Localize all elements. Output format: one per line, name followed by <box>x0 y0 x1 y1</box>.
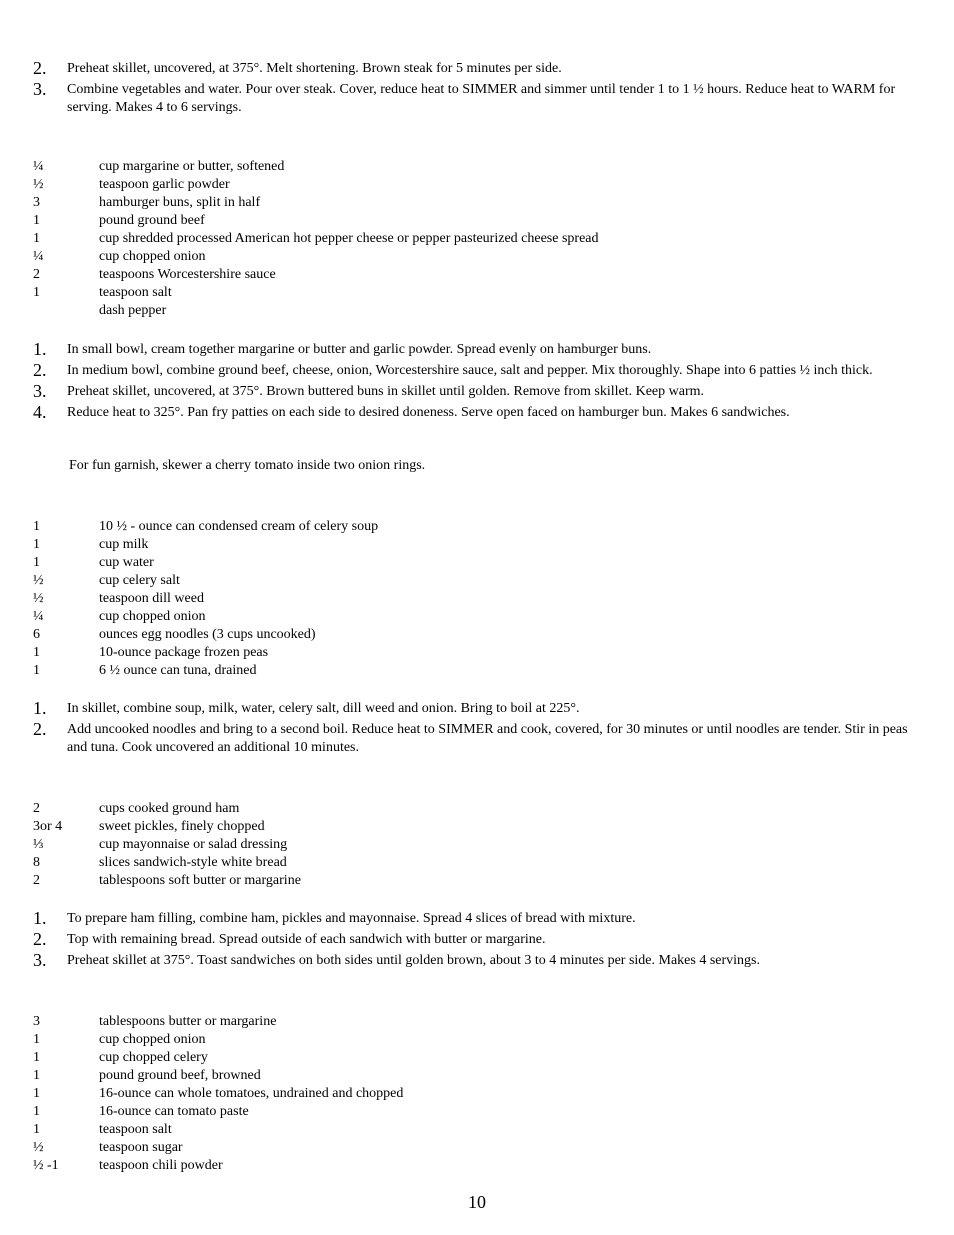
ingredient-row <box>33 266 923 284</box>
ingredient-row <box>33 1067 923 1085</box>
ingredient-row <box>33 518 923 536</box>
step-item <box>33 910 923 928</box>
ingredient-description: 10-ounce package frozen peas <box>99 645 269 660</box>
step-number: 2. <box>33 58 47 78</box>
ingredient-description: 10 ½ - ounce can condensed cream of celery soup <box>99 519 379 534</box>
ingredient-row <box>33 854 923 872</box>
recipe-1-note-block <box>33 457 923 475</box>
step-number: 3. <box>33 381 47 401</box>
steps-list <box>33 60 923 117</box>
ingredient-description: dash pepper <box>99 303 167 318</box>
ingredient-description: cup water <box>99 555 154 570</box>
recipe-1-steps <box>33 341 923 425</box>
ingredient-description: teaspoon chili powder <box>99 1158 223 1173</box>
ingredient-description: teaspoon salt <box>99 1122 172 1137</box>
ingredient-row <box>33 836 923 854</box>
ingredient-quantity: ¼ <box>33 609 44 624</box>
ingredient-quantity: 3 <box>33 195 40 210</box>
step-number: 1. <box>33 908 47 928</box>
ingredient-quantity: 1 <box>33 555 40 570</box>
ingredient-row <box>33 284 923 302</box>
ingredient-description: pound ground beef <box>99 213 205 228</box>
step-item <box>33 952 923 970</box>
step-text: Top with remaining bread. Spread outside of each sandwich with butter or margarine. <box>67 932 546 947</box>
step-number: 2. <box>33 360 47 380</box>
ingredient-quantity: 1 <box>33 519 40 534</box>
step-text: In skillet, combine soup, milk, water, celery salt, dill weed and onion. Bring to boil at 225°. <box>67 701 580 716</box>
step-text: Combine vegetables and water. Pour over steak. Cover, reduce heat to SIMMER and simmer until tender 1 to 1 ½ hours. Reduce heat to WARM for serving. Makes 4 to 6 servings. <box>67 82 896 115</box>
ingredient-row <box>33 608 923 626</box>
ingredient-quantity: 3 <box>33 1014 40 1029</box>
step-number: 2. <box>33 929 47 949</box>
ingredient-quantity: 3or 4 <box>33 819 63 834</box>
recipe-3-steps <box>33 910 923 973</box>
step-item <box>33 341 923 359</box>
ingredient-row <box>33 1085 923 1103</box>
ingredient-quantity: 1 <box>33 1050 40 1065</box>
step-item <box>33 721 923 757</box>
ingredient-row <box>33 1031 923 1049</box>
step-number: 2. <box>33 719 47 739</box>
ingredient-quantity: 1 <box>33 1032 40 1047</box>
ingredient-quantity <box>33 302 99 320</box>
step-text: Reduce heat to 325°. Pan fry patties on each side to desired doneness. Serve open faced on hamburger bun. Makes 6 sandwiches. <box>67 405 790 420</box>
ingredient-quantity: 1 <box>33 285 40 300</box>
ingredient-quantity: ½ <box>33 177 44 192</box>
ingredient-description: tablespoons butter or margarine <box>99 1014 277 1029</box>
step-number: 4. <box>33 402 47 422</box>
ingredient-quantity: 1 <box>33 231 40 246</box>
ingredient-description: cup chopped celery <box>99 1050 208 1065</box>
ingredient-row <box>33 626 923 644</box>
ingredient-quantity: ⅓ <box>33 837 44 852</box>
ingredient-description: cups cooked ground ham <box>99 801 240 816</box>
ingredient-quantity: 1 <box>33 1086 40 1101</box>
ingredient-row <box>33 800 923 818</box>
ingredient-description: tablespoons soft butter or margarine <box>99 873 301 888</box>
ingredient-description: 16-ounce can tomato paste <box>99 1104 249 1119</box>
steps-list <box>33 700 923 757</box>
ingredient-description: cup shredded processed American hot pepper cheese or pepper pasteurized cheese spread <box>99 231 599 246</box>
ingredient-quantity: ½ -1 <box>33 1158 59 1173</box>
ingredient-row <box>33 818 923 836</box>
ingredient-quantity: ¼ <box>33 159 44 174</box>
ingredient-quantity: 1 <box>33 537 40 552</box>
recipe-1 <box>33 158 923 320</box>
ingredient-description: teaspoon dill weed <box>99 591 204 606</box>
step-text: Add uncooked noodles and bring to a second boil. Reduce heat to SIMMER and cook, covered, for 30 minutes or until noodles are tender. Stir in peas and tuna. Cook uncovered an additional 10 minutes. <box>67 722 908 755</box>
step-text: Preheat skillet, uncovered, at 375°. Brown buttered buns in skillet until golden. Remove from skillet. Keep warm. <box>67 384 705 399</box>
ingredient-row <box>33 1103 923 1121</box>
ingredient-description: cup chopped onion <box>99 609 206 624</box>
ingredient-description: cup milk <box>99 537 149 552</box>
ingredient-row <box>33 212 923 230</box>
ingredient-description: teaspoon sugar <box>99 1140 183 1155</box>
ingredient-quantity: 8 <box>33 855 40 870</box>
ingredient-row <box>33 1157 923 1175</box>
ingredient-description: cup mayonnaise or salad dressing <box>99 837 288 852</box>
ingredient-description: slices sandwich-style white bread <box>99 855 287 870</box>
ingredient-row <box>33 230 923 248</box>
step-item <box>33 60 923 78</box>
ingredient-quantity: ½ <box>33 1140 44 1155</box>
ingredient-quantity: 2 <box>33 873 40 888</box>
ingredient-row <box>33 194 923 212</box>
ingredient-description: sweet pickles, finely chopped <box>99 819 265 834</box>
ingredient-list <box>33 158 923 320</box>
step-text: In medium bowl, combine ground beef, cheese, onion, Worcestershire sauce, salt and pepper. Mix thoroughly. Shape into 6 patties ½ inch thick. <box>67 363 873 378</box>
garnish-note: For fun garnish, skewer a cherry tomato inside two onion rings. <box>69 458 426 473</box>
steps-continued <box>33 60 923 120</box>
step-number: 1. <box>33 698 47 718</box>
ingredient-row <box>33 644 923 662</box>
ingredient-description: teaspoons Worcestershire sauce <box>99 267 276 282</box>
recipe-3 <box>33 800 923 890</box>
ingredient-row <box>33 302 923 320</box>
steps-list <box>33 341 923 422</box>
ingredient-quantity: 1 <box>33 1104 40 1119</box>
ingredient-row <box>33 572 923 590</box>
step-item <box>33 81 923 117</box>
ingredient-description: cup chopped onion <box>99 1032 206 1047</box>
step-text: Preheat skillet, uncovered, at 375°. Melt shortening. Brown steak for 5 minutes per side. <box>67 61 562 76</box>
ingredient-description: cup chopped onion <box>99 249 206 264</box>
ingredient-row <box>33 1013 923 1031</box>
ingredient-description: cup celery salt <box>99 573 180 588</box>
ingredient-quantity: 1 <box>33 1122 40 1137</box>
step-item <box>33 931 923 949</box>
step-item <box>33 404 923 422</box>
ingredient-description: cup margarine or butter, softened <box>99 159 285 174</box>
recipe-2-steps <box>33 700 923 760</box>
ingredient-row <box>33 662 923 680</box>
step-text: In small bowl, cream together margarine or butter and garlic powder. Spread evenly on hamburger buns. <box>67 342 652 357</box>
step-text: Preheat skillet at 375°. Toast sandwiches on both sides until golden brown, about 3 to 4 minutes per side. Makes 4 servings. <box>67 953 760 968</box>
ingredient-list <box>33 800 923 890</box>
ingredient-list <box>33 518 923 680</box>
ingredient-row <box>33 1139 923 1157</box>
ingredient-row <box>33 1049 923 1067</box>
ingredient-row <box>33 872 923 890</box>
ingredient-row <box>33 158 923 176</box>
recipe-2 <box>33 518 923 680</box>
ingredient-quantity: ½ <box>33 591 44 606</box>
steps-list <box>33 910 923 970</box>
ingredient-quantity: 2 <box>33 801 40 816</box>
ingredient-description: hamburger buns, split in half <box>99 195 261 210</box>
step-item <box>33 362 923 380</box>
ingredient-row <box>33 248 923 266</box>
ingredient-description: ounces egg noodles (3 cups uncooked) <box>99 627 316 642</box>
ingredient-quantity: 1 <box>33 645 40 660</box>
page-number: 10 <box>468 1192 486 1212</box>
step-item <box>33 700 923 718</box>
step-number: 3. <box>33 79 47 99</box>
ingredient-description: 6 ½ ounce can tuna, drained <box>99 663 257 678</box>
step-text: To prepare ham filling, combine ham, pickles and mayonnaise. Spread 4 slices of bread with mixture. <box>67 911 636 926</box>
ingredient-row <box>33 536 923 554</box>
recipe-4 <box>33 1013 923 1175</box>
ingredient-quantity: ¼ <box>33 249 44 264</box>
ingredient-description: teaspoon salt <box>99 285 172 300</box>
ingredient-description: 16-ounce can whole tomatoes, undrained and chopped <box>99 1086 404 1101</box>
ingredient-quantity: 6 <box>33 627 40 642</box>
ingredient-quantity: 1 <box>33 1068 40 1083</box>
ingredient-row <box>33 176 923 194</box>
step-number: 3. <box>33 950 47 970</box>
ingredient-row <box>33 1121 923 1139</box>
ingredient-quantity: 2 <box>33 267 40 282</box>
ingredient-row <box>33 590 923 608</box>
ingredient-quantity: ½ <box>33 573 44 588</box>
ingredient-description: pound ground beef, browned <box>99 1068 261 1083</box>
ingredient-row <box>33 554 923 572</box>
step-number: 1. <box>33 339 47 359</box>
ingredient-list <box>33 1013 923 1175</box>
step-item <box>33 383 923 401</box>
ingredient-quantity: 1 <box>33 213 40 228</box>
ingredient-quantity: 1 <box>33 663 40 678</box>
ingredient-description: teaspoon garlic powder <box>99 177 230 192</box>
